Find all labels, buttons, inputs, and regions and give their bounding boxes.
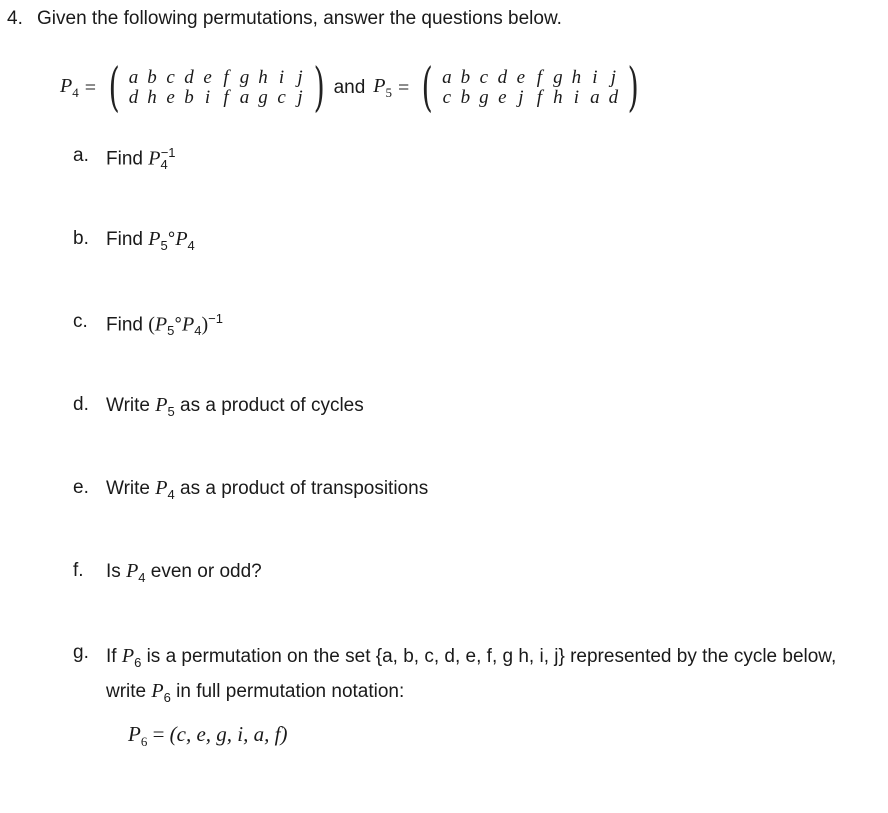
question-number: 4.: [7, 8, 23, 29]
p5-top-cell: b: [460, 67, 471, 88]
item-text: If $P_6$ is a permutation on the set {a, b, c, d, e, f, g h, i, j} represented by the cycle below, write $P_6$ in full permutation notation:: [106, 645, 837, 705]
p5-bottom-cell: h: [553, 87, 563, 108]
p5-bottom-cell: j: [518, 87, 524, 108]
p4-top-cell: h: [258, 67, 268, 88]
item-text: Write $P_4$ as a product of transpositions: [106, 477, 429, 502]
item-f: [73, 560, 262, 585]
p4-bottom-cell: c: [277, 87, 286, 108]
item-text: Find $P_5^\circ P_4$: [106, 228, 195, 253]
p5-matrix: [438, 68, 623, 108]
p4-top-cell: g: [239, 67, 250, 88]
p5-top-row: [438, 68, 623, 88]
item-text: Is $P_4$ even or odd?: [106, 560, 262, 585]
and-word: and: [333, 77, 366, 98]
p5-top-cell: e: [516, 67, 526, 88]
p5-bottom-cell: c: [442, 87, 452, 108]
p4-top-cell: e: [203, 67, 212, 88]
item-label: d.: [73, 394, 89, 415]
p4-bottom-cell: f: [223, 87, 229, 108]
p4-bottom-cell: d: [128, 87, 139, 108]
p5-top-cell: f: [536, 67, 542, 88]
item-label: e.: [73, 477, 89, 498]
permutation-definitions: [60, 58, 643, 118]
item-a: [73, 145, 176, 172]
p5-top-cell: a: [442, 67, 452, 88]
p4-top-cell: i: [278, 67, 285, 88]
p4-top-cell: b: [147, 67, 157, 88]
left-paren: (: [421, 58, 434, 118]
equals-sign: =: [84, 76, 96, 99]
p5-symbol: $P_5$: [373, 75, 393, 100]
p5-top-cell: i: [592, 67, 598, 88]
p5-bottom-cell: i: [573, 87, 579, 108]
p5-bottom-cell: b: [460, 87, 471, 108]
p4-top-row: [124, 68, 309, 88]
p5-bottom-cell: d: [608, 87, 619, 108]
p4-bottom-row: [124, 88, 309, 108]
p5-top-cell: g: [553, 67, 563, 88]
item-label: b.: [73, 228, 89, 249]
p4-top-cell: f: [223, 67, 229, 88]
question-header: [7, 8, 562, 30]
p4-top-cell: c: [166, 67, 175, 88]
p5-bottom-cell: a: [590, 87, 600, 108]
right-paren: ): [313, 58, 326, 118]
p4-symbol: $P_4$: [60, 75, 79, 100]
item-text: Write $P_5$ as a product of cycles: [106, 394, 364, 419]
question-prompt: Given the following permutations, answer the questions below.: [37, 8, 562, 29]
item-label: a.: [73, 145, 89, 166]
item-label: g.: [73, 642, 89, 663]
p4-top-cell: a: [128, 67, 139, 88]
item-g: [73, 642, 866, 712]
left-paren: (: [108, 58, 120, 118]
item-label: c.: [73, 311, 88, 332]
item-e: [73, 477, 428, 502]
p4-bottom-cell: i: [204, 87, 211, 108]
p4-bottom-cell: j: [297, 87, 303, 108]
p6-cycle-equation: $P_6 = (c$, e, g, i, a, f): [128, 722, 288, 750]
p4-top-cell: j: [297, 67, 303, 88]
p4-bottom-cell: g: [258, 87, 268, 108]
p5-bottom-cell: g: [479, 87, 489, 108]
p5-top-cell: c: [479, 67, 489, 88]
item-b: [73, 228, 195, 253]
p4-top-cell: d: [184, 67, 194, 88]
p5-bottom-row: [438, 88, 623, 108]
p4-bottom-cell: b: [184, 87, 194, 108]
p5-top-cell: d: [497, 67, 508, 88]
item-text: Find $P_4^{-1}$: [106, 145, 176, 173]
p6-cycle: (c, e, g, i, a, f): [169, 722, 288, 746]
p4-matrix: [124, 68, 309, 108]
item-c: [73, 311, 223, 338]
p5-bottom-cell: e: [498, 87, 507, 108]
p5-top-cell: h: [571, 67, 582, 88]
right-paren: ): [627, 58, 639, 118]
item-d: [73, 394, 364, 419]
p5-top-cell: j: [610, 67, 616, 88]
equals-sign: =: [398, 76, 410, 99]
item-label: f.: [73, 560, 84, 581]
p5-bottom-cell: f: [536, 87, 542, 108]
p4-bottom-cell: e: [166, 87, 175, 108]
item-text: Find $(P_5^\circ P_4)^{-1}$: [106, 311, 223, 339]
p4-bottom-cell: h: [147, 87, 157, 108]
p4-bottom-cell: a: [239, 87, 250, 108]
